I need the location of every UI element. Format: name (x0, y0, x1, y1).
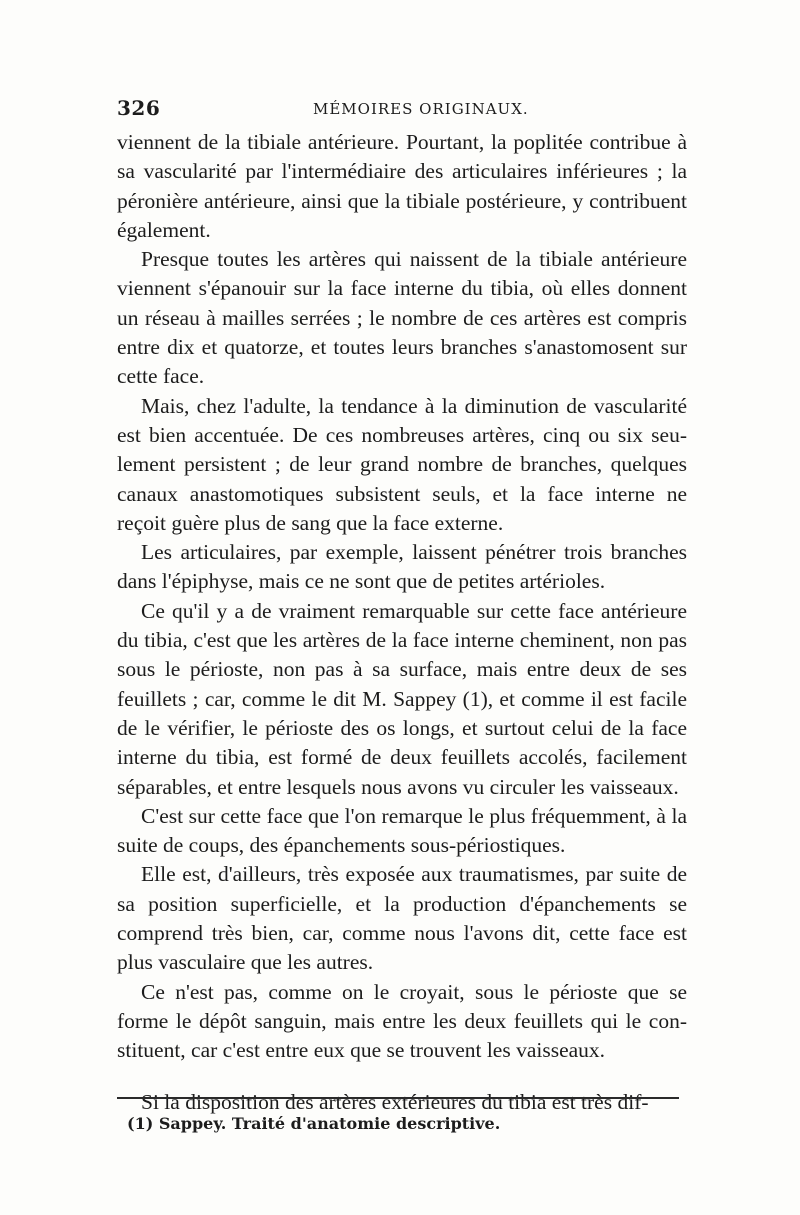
paragraph-4: Les articulaires, par exemple, laissent pénétrer trois branches dans l'épiphyse, mais ce ne sont que de petites artérioles. (117, 540, 687, 594)
paragraph-6: C'est sur cette face que l'on remarque le plus fréquemment, à la suite de coups, des épanchements sous-périostiques. (117, 803, 687, 858)
footnote: (1) Sappey. Traité d'anatomie descriptive. (127, 1114, 501, 1133)
page-number: 326 (117, 96, 161, 120)
paragraph-1: viennent de la tibiale antérieure. Pourtant, la poplitée contribue à sa vascularité par l'intermédiaire des articulaires inférieures ; la péronière antérieure, ainsi que la tibiale postérieure, y contribuent également. (117, 130, 687, 242)
running-head (117, 96, 687, 126)
paragraph-9: Si la disposition des artères extérieures du tibia est très dif- (141, 1089, 649, 1114)
running-title: MÉMOIRES ORIGINAUX. (313, 100, 529, 118)
paragraph-7: Elle est, d'ailleurs, très exposée aux traumatismes, par suite de sa position superficielle, et la production d'épanchements se comprend très bien, car, comme nous l'avons dit, cette face est plus vasculaire que les autres. (117, 862, 687, 975)
paragraph-5: Ce qu'il y a de vraiment remarquable sur cette face antérieure du tibia, c'est que les artères de la face interne cheminent, non pas sous le périoste, non pas à sa surface, mais entre deux de ses feuillets ; car, comme le dit M. Sappey (1), et comme il est facile de le vérifier, le périoste des os longs, et surtout celui de la face interne du tibia, est formé de deux feuillets accolés, facilement séparables, et entre lesquels nous avons vu circuler les vaisseaux. (117, 598, 687, 799)
body-text (117, 128, 687, 1117)
footnote-divider (117, 1097, 679, 1099)
paragraph-8: Ce n'est pas, comme on le croyait, sous le périoste que se forme le dépôt sanguin, mais entre les deux feuillets qui le constituent, car c'est entre eux que se trouvent les vaisseaux. (117, 979, 687, 1063)
paragraph-3: Mais, chez l'adulte, la tendance à la diminution de vascularité est bien accentuée. De ces nombreuses artères, cinq ou six seulement persistent ; de leur grand nombre de branches, quelques canaux anastomotiques subsistent seuls, et la face interne ne reçoit guère plus de sang que la face externe. (117, 393, 687, 535)
paragraph-2: Presque toutes les artères qui naissent de la tibiale antérieure viennent s'épanouir sur la face interne du tibia, où elles donnent un réseau à mailles serrées ; le nombre de ces artères est compris entre dix et quatorze, et toutes leurs branches s'anastomosent sur cette face. (117, 247, 687, 389)
